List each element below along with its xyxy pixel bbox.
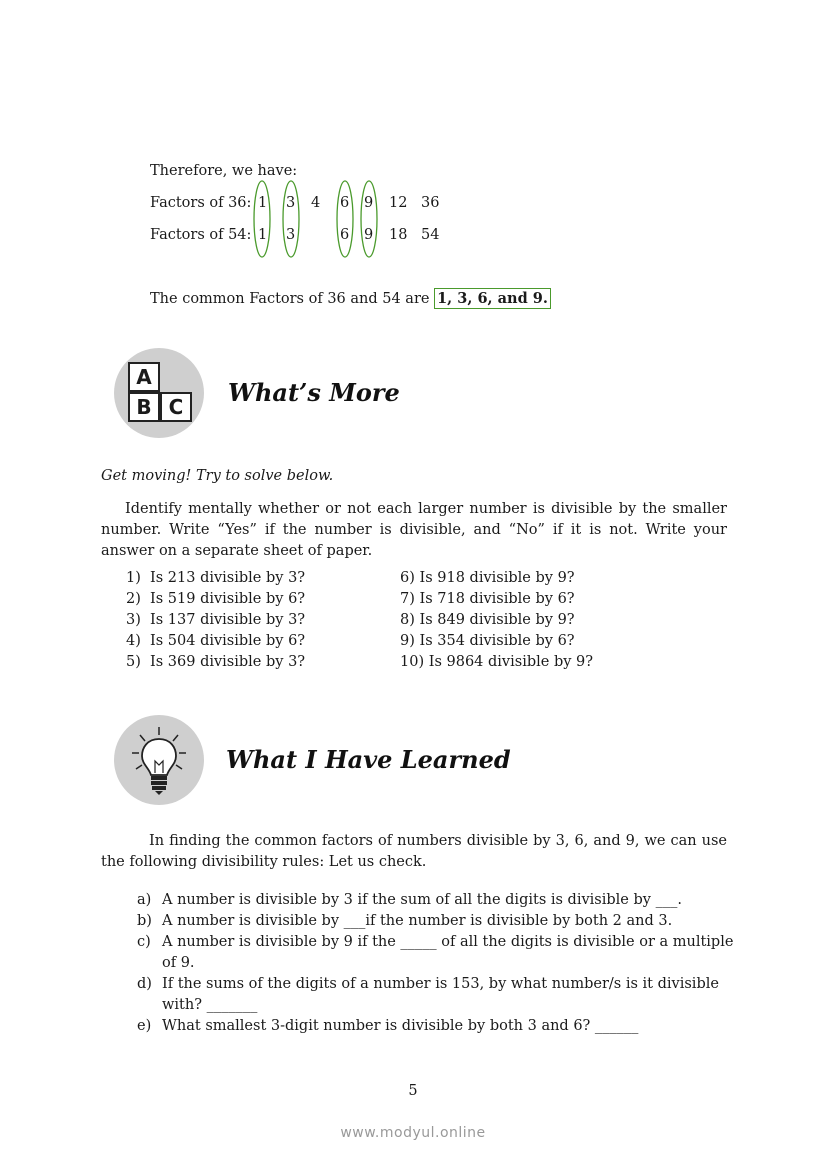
question-number: 1) bbox=[126, 570, 141, 586]
block-c: C bbox=[160, 392, 192, 422]
rule-text: What smallest 3-digit number is divisible by both 3 and 6? ______ bbox=[162, 1018, 639, 1034]
common-factor-ellipse-6 bbox=[337, 181, 353, 257]
common-factor-ellipse-3 bbox=[283, 181, 299, 257]
rule-text: of 9. bbox=[162, 955, 195, 971]
question-number: 3) bbox=[126, 612, 141, 628]
common-factors-sentence bbox=[150, 290, 551, 307]
factor-value: 3 bbox=[286, 195, 296, 211]
question-number: 5) bbox=[126, 654, 141, 670]
factor-value: 1 bbox=[258, 227, 268, 243]
factor-value: 18 bbox=[389, 227, 408, 243]
common-factor-ellipse-1 bbox=[254, 181, 270, 257]
watermark: www.modyul.online bbox=[340, 1125, 486, 1141]
rule-text: A number is divisible by 9 if the _____ of all the digits is divisible or a multiple bbox=[162, 934, 734, 950]
whats-more-instructions: Identify mentally whether or not each larger number is divisible by the smaller number. Write “Yes” if the number is divisible, and “No” if it is not. Write your answer on a separate sheet of paper. bbox=[101, 501, 727, 559]
block-a: A bbox=[128, 362, 160, 392]
abc-blocks-icon bbox=[114, 348, 204, 438]
factor-value: 36 bbox=[421, 195, 440, 211]
what-i-learned-title: What I Have Learned bbox=[226, 745, 511, 774]
factor-value: 12 bbox=[389, 195, 408, 211]
question-item: 7) Is 718 divisible by 6? bbox=[400, 591, 575, 607]
rule-letter: b) bbox=[137, 913, 152, 929]
rule-text: A number is divisible by ___if the number is divisible by both 2 and 3. bbox=[162, 913, 673, 929]
lightbulb-svg bbox=[114, 715, 204, 805]
factor-value: 6 bbox=[340, 195, 350, 211]
rules-list bbox=[0, 892, 826, 1052]
common-factors-text: The common Factors of 36 and 54 are bbox=[150, 291, 430, 307]
what-i-learned-intro: In finding the common factors of numbers divisible by 3, 6, and 9, we can use the following divisibility rules: Let us check. bbox=[101, 833, 727, 870]
rule-letter: c) bbox=[137, 934, 151, 950]
factor-value: 9 bbox=[364, 195, 374, 211]
question-text: Is 137 divisible by 3? bbox=[150, 612, 306, 628]
whats-more-prompt: Get moving! Try to solve below. bbox=[101, 468, 334, 484]
question-text: Is 504 divisible by 6? bbox=[150, 633, 306, 649]
questions-list bbox=[0, 570, 826, 680]
question-item: 8) Is 849 divisible by 9? bbox=[400, 612, 575, 628]
common-factor-circles bbox=[0, 0, 826, 300]
rule-text: with? _______ bbox=[162, 997, 258, 1013]
factors-intro: Therefore, we have: bbox=[150, 163, 298, 179]
factor-value: 3 bbox=[286, 227, 296, 243]
rule-text: If the sums of the digits of a number is 153, by what number/s is it divisible bbox=[162, 976, 719, 992]
factor-value: 9 bbox=[364, 227, 374, 243]
question-number: 4) bbox=[126, 633, 141, 649]
block-b: B bbox=[128, 392, 160, 422]
question-number: 2) bbox=[126, 591, 141, 607]
whats-more-title: What’s More bbox=[228, 378, 400, 407]
common-factors-answer: 1, 3, 6, and 9. bbox=[434, 288, 551, 309]
factor-value: 54 bbox=[421, 227, 440, 243]
factor-value: 6 bbox=[340, 227, 350, 243]
factor-value: 1 bbox=[258, 195, 268, 211]
question-text: Is 369 divisible by 3? bbox=[150, 654, 306, 670]
page-number: 5 bbox=[408, 1083, 418, 1099]
question-text: Is 519 divisible by 6? bbox=[150, 591, 306, 607]
factors-36-label: Factors of 36: bbox=[150, 195, 252, 211]
rule-letter: d) bbox=[137, 976, 152, 992]
question-item: 6) Is 918 divisible by 9? bbox=[400, 570, 575, 586]
factors-54-label: Factors of 54: bbox=[150, 227, 252, 243]
question-item: 9) Is 354 divisible by 6? bbox=[400, 633, 575, 649]
question-item: 10) Is 9864 divisible by 9? bbox=[400, 654, 594, 670]
rule-letter: e) bbox=[137, 1018, 152, 1034]
rule-text: A number is divisible by 3 if the sum of all the digits is divisible by ___. bbox=[162, 892, 682, 908]
factor-value: 4 bbox=[311, 195, 321, 211]
question-text: Is 213 divisible by 3? bbox=[150, 570, 306, 586]
lightbulb-icon bbox=[114, 715, 204, 805]
common-factor-ellipse-9 bbox=[361, 181, 377, 257]
rule-letter: a) bbox=[137, 892, 152, 908]
